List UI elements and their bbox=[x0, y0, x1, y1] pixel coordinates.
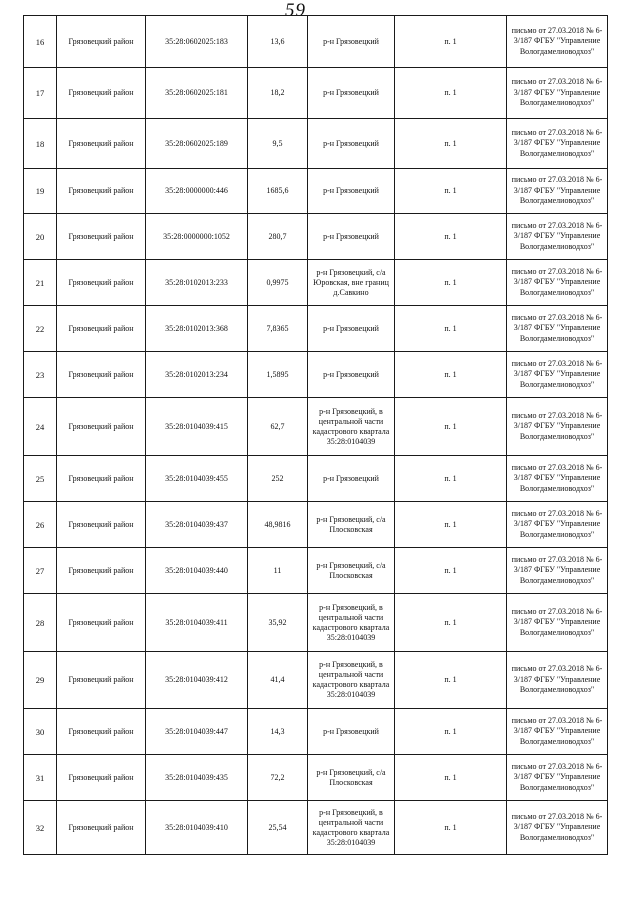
area-cell: 9,5 bbox=[248, 119, 308, 169]
clause-cell: п. 1 bbox=[395, 260, 507, 306]
table-row bbox=[24, 456, 608, 502]
district-cell: Грязовецкий район bbox=[57, 306, 146, 352]
row-number: 31 bbox=[24, 755, 57, 801]
location-cell: р-н Грязовецкий bbox=[308, 306, 395, 352]
table-row bbox=[24, 214, 608, 260]
table-row bbox=[24, 709, 608, 755]
cadastral-number-cell: 35:28:0000000:446 bbox=[146, 169, 248, 214]
clause-cell: п. 1 bbox=[395, 306, 507, 352]
clause-cell: п. 1 bbox=[395, 169, 507, 214]
location-cell: р-н Грязовецкий bbox=[308, 119, 395, 169]
area-cell: 72,2 bbox=[248, 755, 308, 801]
table-row bbox=[24, 119, 608, 169]
clause-cell: п. 1 bbox=[395, 119, 507, 169]
district-cell: Грязовецкий район bbox=[57, 456, 146, 502]
area-cell: 62,7 bbox=[248, 398, 308, 456]
clause-cell: п. 1 bbox=[395, 398, 507, 456]
area-cell: 1685,6 bbox=[248, 169, 308, 214]
area-cell: 280,7 bbox=[248, 214, 308, 260]
district-cell: Грязовецкий район bbox=[57, 352, 146, 398]
cadastral-number-cell: 35:28:0000000:1052 bbox=[146, 214, 248, 260]
location-cell: р-н Грязовецкий, с/а Плосковская bbox=[308, 548, 395, 594]
location-cell: р-н Грязовецкий bbox=[308, 169, 395, 214]
area-cell: 11 bbox=[248, 548, 308, 594]
clause-cell: п. 1 bbox=[395, 755, 507, 801]
area-cell: 0,9975 bbox=[248, 260, 308, 306]
location-cell: р-н Грязовецкий bbox=[308, 16, 395, 68]
table-row bbox=[24, 68, 608, 119]
row-number: 29 bbox=[24, 652, 57, 709]
row-number: 27 bbox=[24, 548, 57, 594]
location-cell: р-н Грязовецкий, в центральной части кадастрового квартала 35:28:0104039 bbox=[308, 594, 395, 652]
clause-cell: п. 1 bbox=[395, 456, 507, 502]
table-row bbox=[24, 652, 608, 709]
clause-cell: п. 1 bbox=[395, 652, 507, 709]
cadastral-number-cell: 35:28:0102013:234 bbox=[146, 352, 248, 398]
district-cell: Грязовецкий район bbox=[57, 214, 146, 260]
table-row bbox=[24, 548, 608, 594]
location-cell: р-н Грязовецкий, в центральной части кадастрового квартала 35:28:0104039 bbox=[308, 398, 395, 456]
location-cell: р-н Грязовецкий bbox=[308, 456, 395, 502]
location-cell: р-н Грязовецкий, с/а Плосковская bbox=[308, 502, 395, 548]
basis-document-cell: письмо от 27.03.2018 № 6-3/187 ФГБУ "Управление Вологдамелиоводхоз" bbox=[507, 306, 608, 352]
cadastral-number-cell: 35:28:0104039:411 bbox=[146, 594, 248, 652]
clause-cell: п. 1 bbox=[395, 594, 507, 652]
table-row bbox=[24, 594, 608, 652]
row-number: 32 bbox=[24, 801, 57, 855]
district-cell: Грязовецкий район bbox=[57, 652, 146, 709]
district-cell: Грязовецкий район bbox=[57, 594, 146, 652]
row-number: 22 bbox=[24, 306, 57, 352]
basis-document-cell: письмо от 27.03.2018 № 6-3/187 ФГБУ "Управление Вологдамелиоводхоз" bbox=[507, 68, 608, 119]
clause-cell: п. 1 bbox=[395, 352, 507, 398]
table-row bbox=[24, 260, 608, 306]
table-row bbox=[24, 398, 608, 456]
row-number: 24 bbox=[24, 398, 57, 456]
clause-cell: п. 1 bbox=[395, 16, 507, 68]
basis-document-cell: письмо от 27.03.2018 № 6-3/187 ФГБУ "Управление Вологдамелиоводхоз" bbox=[507, 755, 608, 801]
district-cell: Грязовецкий район bbox=[57, 16, 146, 68]
cadastral-number-cell: 35:28:0602025:183 bbox=[146, 16, 248, 68]
location-cell: р-н Грязовецкий, в центральной части кадастрового квартала 35:28:0104039 bbox=[308, 652, 395, 709]
row-number: 26 bbox=[24, 502, 57, 548]
basis-document-cell: письмо от 27.03.2018 № 6-3/187 ФГБУ "Управление Вологдамелиоводхоз" bbox=[507, 16, 608, 68]
district-cell: Грязовецкий район bbox=[57, 709, 146, 755]
area-cell: 1,5895 bbox=[248, 352, 308, 398]
table-row bbox=[24, 801, 608, 855]
clause-cell: п. 1 bbox=[395, 548, 507, 594]
row-number: 17 bbox=[24, 68, 57, 119]
table-row bbox=[24, 502, 608, 548]
basis-document-cell: письмо от 27.03.2018 № 6-3/187 ФГБУ "Управление Вологдамелиоводхоз" bbox=[507, 502, 608, 548]
basis-document-cell: письмо от 27.03.2018 № 6-3/187 ФГБУ "Управление Вологдамелиоводхоз" bbox=[507, 260, 608, 306]
basis-document-cell: письмо от 27.03.2018 № 6-3/187 ФГБУ "Управление Вологдамелиоводхоз" bbox=[507, 801, 608, 855]
cadastral-number-cell: 35:28:0602025:181 bbox=[146, 68, 248, 119]
location-cell: р-н Грязовецкий bbox=[308, 68, 395, 119]
land-plots-table bbox=[23, 15, 608, 855]
row-number: 25 bbox=[24, 456, 57, 502]
clause-cell: п. 1 bbox=[395, 68, 507, 119]
row-number: 20 bbox=[24, 214, 57, 260]
location-cell: р-н Грязовецкий, в центральной части кадастрового квартала 35:28:0104039 bbox=[308, 801, 395, 855]
cadastral-number-cell: 35:28:0104039:435 bbox=[146, 755, 248, 801]
cadastral-number-cell: 35:28:0602025:189 bbox=[146, 119, 248, 169]
row-number: 23 bbox=[24, 352, 57, 398]
district-cell: Грязовецкий район bbox=[57, 801, 146, 855]
clause-cell: п. 1 bbox=[395, 502, 507, 548]
clause-cell: п. 1 bbox=[395, 801, 507, 855]
area-cell: 48,9816 bbox=[248, 502, 308, 548]
cadastral-number-cell: 35:28:0104039:412 bbox=[146, 652, 248, 709]
cadastral-number-cell: 35:28:0104039:437 bbox=[146, 502, 248, 548]
cadastral-number-cell: 35:28:0104039:410 bbox=[146, 801, 248, 855]
district-cell: Грязовецкий район bbox=[57, 548, 146, 594]
area-cell: 13,6 bbox=[248, 16, 308, 68]
basis-document-cell: письмо от 27.03.2018 № 6-3/187 ФГБУ "Управление Вологдамелиоводхоз" bbox=[507, 652, 608, 709]
location-cell: р-н Грязовецкий bbox=[308, 214, 395, 260]
row-number: 18 bbox=[24, 119, 57, 169]
location-cell: р-н Грязовецкий bbox=[308, 352, 395, 398]
table-row bbox=[24, 352, 608, 398]
cadastral-number-cell: 35:28:0102013:233 bbox=[146, 260, 248, 306]
row-number: 30 bbox=[24, 709, 57, 755]
area-cell: 14,3 bbox=[248, 709, 308, 755]
district-cell: Грязовецкий район bbox=[57, 68, 146, 119]
clause-cell: п. 1 bbox=[395, 709, 507, 755]
cadastral-number-cell: 35:28:0104039:415 bbox=[146, 398, 248, 456]
row-number: 21 bbox=[24, 260, 57, 306]
basis-document-cell: письмо от 27.03.2018 № 6-3/187 ФГБУ "Управление Вологдамелиоводхоз" bbox=[507, 709, 608, 755]
basis-document-cell: письмо от 27.03.2018 № 6-3/187 ФГБУ "Управление Вологдамелиоводхоз" bbox=[507, 352, 608, 398]
basis-document-cell: письмо от 27.03.2018 № 6-3/187 ФГБУ "Управление Вологдамелиоводхоз" bbox=[507, 169, 608, 214]
basis-document-cell: письмо от 27.03.2018 № 6-3/187 ФГБУ "Управление Вологдамелиоводхоз" bbox=[507, 594, 608, 652]
area-cell: 18,2 bbox=[248, 68, 308, 119]
row-number: 28 bbox=[24, 594, 57, 652]
clause-cell: п. 1 bbox=[395, 214, 507, 260]
cadastral-number-cell: 35:28:0104039:447 bbox=[146, 709, 248, 755]
basis-document-cell: письмо от 27.03.2018 № 6-3/187 ФГБУ "Управление Вологдамелиоводхоз" bbox=[507, 119, 608, 169]
cadastral-number-cell: 35:28:0104039:455 bbox=[146, 456, 248, 502]
cadastral-number-cell: 35:28:0104039:440 bbox=[146, 548, 248, 594]
area-cell: 35,92 bbox=[248, 594, 308, 652]
table-row bbox=[24, 169, 608, 214]
district-cell: Грязовецкий район bbox=[57, 119, 146, 169]
basis-document-cell: письмо от 27.03.2018 № 6-3/187 ФГБУ "Управление Вологдамелиоводхоз" bbox=[507, 548, 608, 594]
area-cell: 25,54 bbox=[248, 801, 308, 855]
table-row bbox=[24, 16, 608, 68]
area-cell: 7,8365 bbox=[248, 306, 308, 352]
basis-document-cell: письмо от 27.03.2018 № 6-3/187 ФГБУ "Управление Вологдамелиоводхоз" bbox=[507, 456, 608, 502]
district-cell: Грязовецкий район bbox=[57, 502, 146, 548]
table-row bbox=[24, 755, 608, 801]
district-cell: Грязовецкий район bbox=[57, 169, 146, 214]
district-cell: Грязовецкий район bbox=[57, 260, 146, 306]
location-cell: р-н Грязовецкий, с/а Плосковская bbox=[308, 755, 395, 801]
cadastral-number-cell: 35:28:0102013:368 bbox=[146, 306, 248, 352]
location-cell: р-н Грязовецкий bbox=[308, 709, 395, 755]
area-cell: 41,4 bbox=[248, 652, 308, 709]
district-cell: Грязовецкий район bbox=[57, 398, 146, 456]
location-cell: р-н Грязовецкий, с/а Юровская, вне границ д.Савкино bbox=[308, 260, 395, 306]
district-cell: Грязовецкий район bbox=[57, 755, 146, 801]
row-number: 19 bbox=[24, 169, 57, 214]
basis-document-cell: письмо от 27.03.2018 № 6-3/187 ФГБУ "Управление Вологдамелиоводхоз" bbox=[507, 398, 608, 456]
table-row bbox=[24, 306, 608, 352]
row-number: 16 bbox=[24, 16, 57, 68]
basis-document-cell: письмо от 27.03.2018 № 6-3/187 ФГБУ "Управление Вологдамелиоводхоз" bbox=[507, 214, 608, 260]
page-number: 59 bbox=[285, 0, 306, 21]
area-cell: 252 bbox=[248, 456, 308, 502]
